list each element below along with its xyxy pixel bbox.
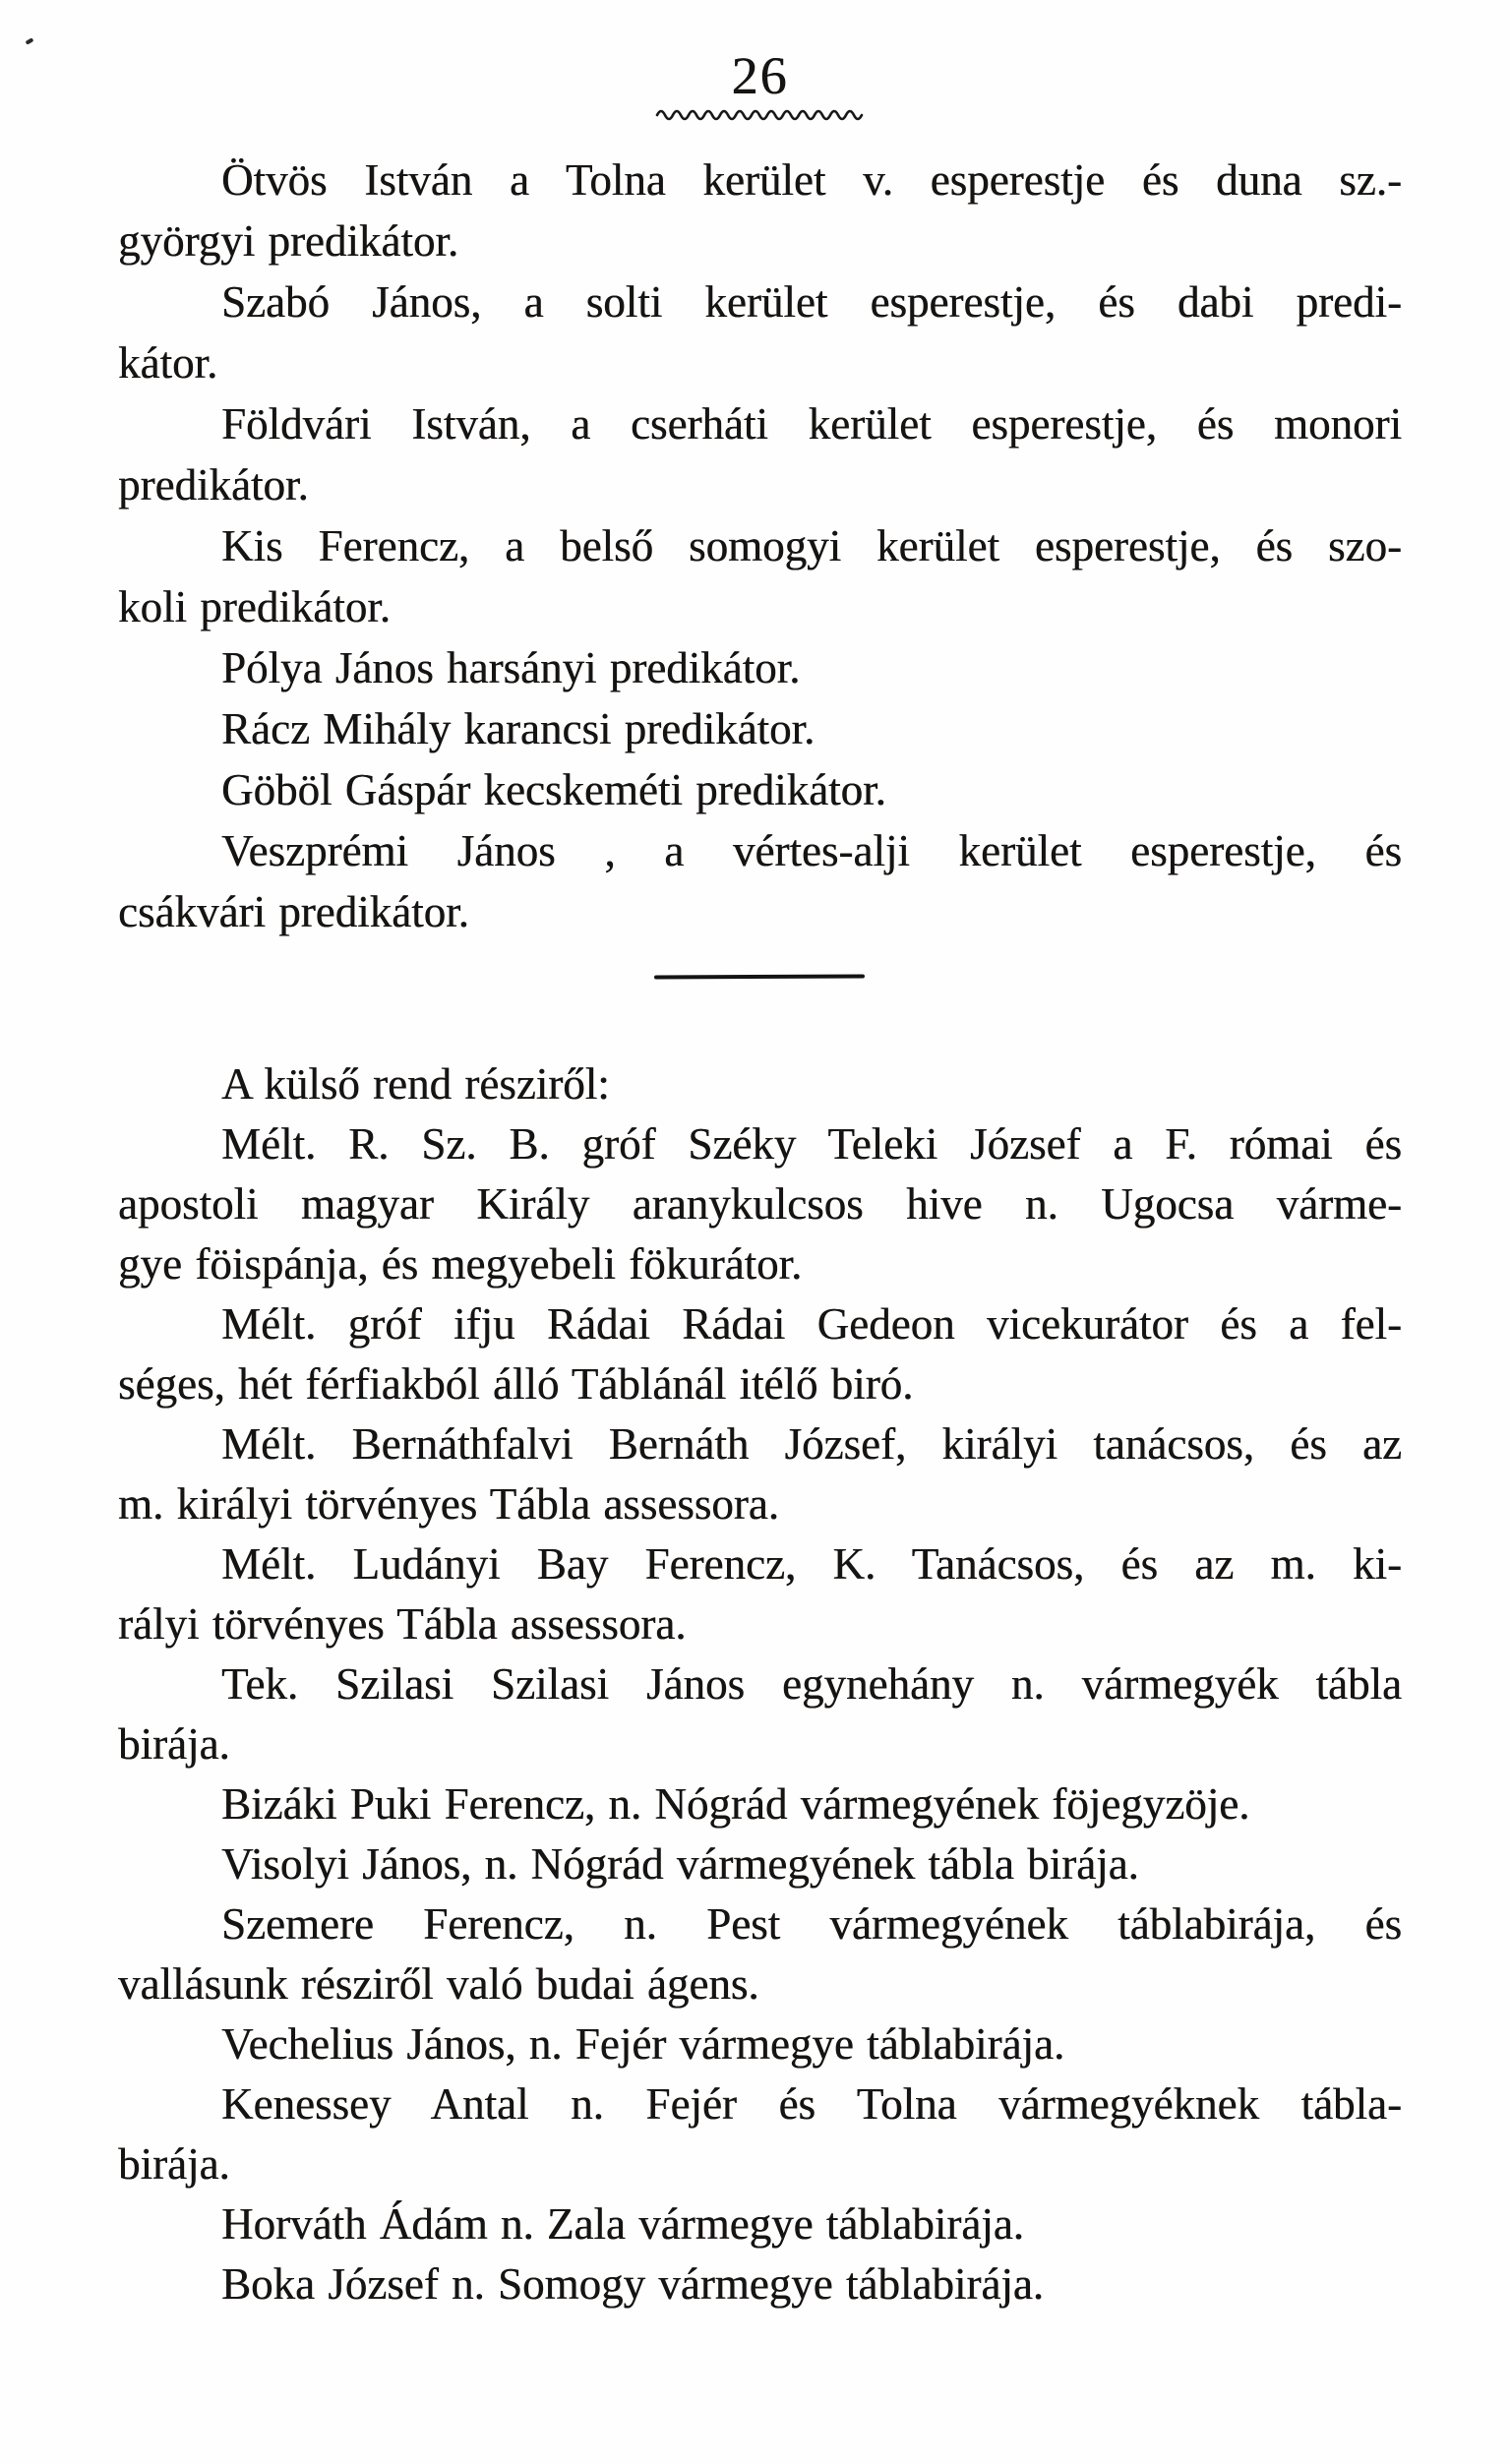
ink-speck [26,37,34,44]
text-line: koli predikátor. [118,582,391,631]
text-line: Mélt. R. Sz. B. gróf Széky Teleki József a F. római és [221,1119,1402,1169]
text-line: Vechelius János, n. Fejér vármegye táblabirája. [221,2019,1065,2069]
text-line: birája. [118,1719,230,1769]
section-divider-rule [654,974,865,979]
section-heading: A külső rend résziről: [221,1059,610,1109]
text-line: gye föispánja, és megyebeli fökurátor. [118,1239,803,1289]
text-line: Veszprémi János , a vértes-alji kerület esperestje, és [221,826,1402,875]
text-line: predikátor. [118,460,309,510]
text-line: Kenessey Antal n. Fejér és Tolna vármegyéknek tábla- [221,2079,1402,2129]
text-line: Mélt. gróf ifju Rádai Rádai Gedeon vicekurátor és a fel- [221,1299,1402,1349]
text-line: vallásunk résziről való budai ágens. [118,1959,759,2009]
lay-list [118,1114,1402,2314]
text-line: Szemere Ferencz, n. Pest vármegyének táblabirája, és [221,1899,1402,1949]
text-line: Kis Ferencz, a belső somogyi kerület esperestje, és szo- [221,521,1402,571]
text-line: Ötvös István a Tolna kerület v. esperestje és duna sz.- [221,155,1402,205]
text-line: györgyi predikátor. [118,216,459,266]
text-line: birája. [118,2139,230,2189]
text-line: séges, hét férfiakból álló Táblánál itélő biró. [118,1359,914,1409]
text-line: Pólya János harsányi predikátor. [221,643,801,692]
squiggle-rule-icon [655,104,864,124]
text-line: apostoli magyar Király aranykulcsos hive n. Ugocsa várme- [118,1179,1402,1229]
text-line: Tek. Szilasi Szilasi János egynehány n. vármegyék tábla [221,1659,1402,1709]
text-line: Horváth Ádám n. Zala vármegye táblabirája. [221,2199,1024,2249]
text-line: Szabó János, a solti kerület esperestje, és dabi predi- [221,277,1402,327]
text-line: Mélt. Ludányi Bay Ferencz, K. Tanácsos, és az m. ki- [221,1539,1402,1589]
text-line: Göböl Gáspár kecskeméti predikátor. [221,765,886,814]
text-line: Földvári István, a cserháti kerület esperestje, és monori [221,399,1402,449]
text-line: Mélt. Bernáthfalvi Bernáth József, királyi tanácsos, és az [221,1419,1402,1469]
text-line: rályi törvényes Tábla assessora. [118,1599,687,1649]
text-line: Boka József n. Somogy vármegye táblabirája. [221,2259,1045,2309]
text-line: csákvári predikátor. [118,887,469,936]
lay-section [118,1054,1402,2314]
text-line: m. királyi törvényes Tábla assessora. [118,1479,779,1529]
text-line: kátor. [118,338,218,388]
text-line: Visolyi János, n. Nógrád vármegyének tábla birája. [221,1839,1139,1889]
clergy-list [118,150,1402,942]
text-line: Bizáki Puki Ferencz, n. Nógrád vármegyének föjegyzöje. [221,1779,1250,1829]
text-line: Rácz Mihály karancsi predikátor. [221,704,815,753]
page-number: 26 [731,46,789,105]
